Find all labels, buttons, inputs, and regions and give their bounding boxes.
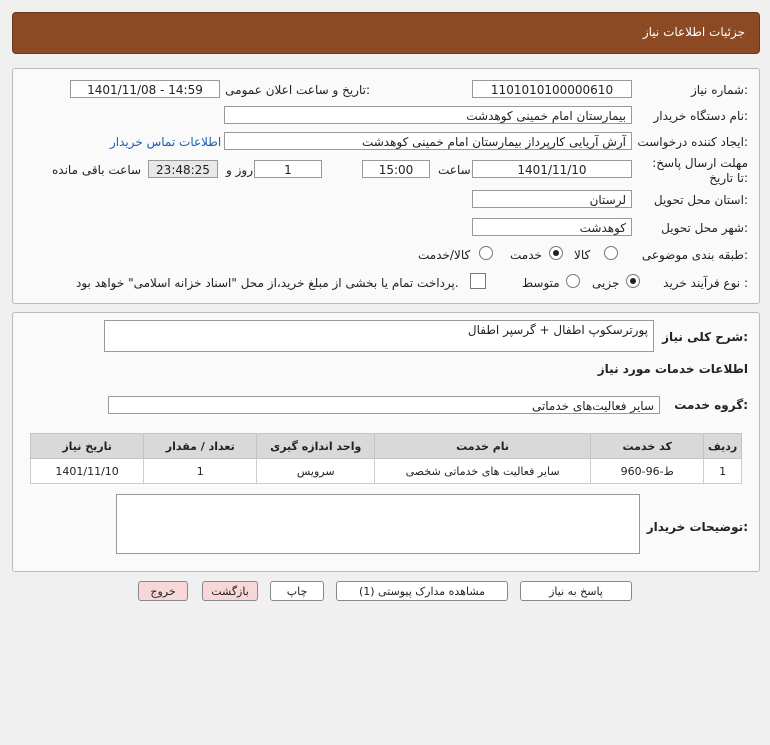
category-goods-service-label: کالا/خدمت xyxy=(418,248,471,262)
category-goods-service-radio[interactable] xyxy=(479,246,493,260)
col-code-header: کد خدمت xyxy=(591,434,704,459)
category-label: طبقه بندی موضوعی: xyxy=(641,248,748,262)
cell-qty: 1 xyxy=(144,459,257,484)
deadline-date-field: 1401/11/10 xyxy=(472,160,632,178)
buyer-notes-field xyxy=(116,494,640,554)
info-panel xyxy=(12,68,760,304)
requester-field: آرش آریایی کارپرداز بیمارستان امام خمینی کوهدشت xyxy=(224,132,632,150)
deadline-label: مهلت ارسال پاسخ: تا تاریخ: xyxy=(652,156,748,185)
services-title: اطلاعات خدمات مورد نیاز xyxy=(597,362,748,376)
col-name-header: نام خدمت xyxy=(375,434,591,459)
days-field: 1 xyxy=(254,160,322,178)
exit-button[interactable]: خروج xyxy=(138,581,188,601)
treasury-payment-note: پرداخت تمام یا بخشی از مبلغ خرید،از محل "اسناد خزانه اسلامی" خواهد بود. xyxy=(76,276,459,290)
deadline-time-field: 15:00 xyxy=(362,160,430,178)
print-button[interactable]: چاپ xyxy=(270,581,324,601)
need-number-label: شماره نیاز: xyxy=(690,83,748,97)
process-label: نوع فرآیند خرید : xyxy=(663,276,748,290)
services-table xyxy=(30,433,742,484)
view-attachments-button[interactable]: مشاهده مدارک پیوستی (1) xyxy=(336,581,508,601)
need-number-field: 1101010100000610 xyxy=(472,80,632,98)
process-medium-radio[interactable] xyxy=(566,274,580,288)
buyer-notes-label: توضیحات خریدار: xyxy=(646,520,748,534)
buyer-org-field: بیمارستان امام خمینی کوهدشت xyxy=(224,106,632,124)
summary-field: پورترسکوپ اطفال + گرسپر اطفال xyxy=(104,320,654,352)
col-qty-header: تعداد / مقدار xyxy=(144,434,257,459)
reply-button[interactable]: پاسخ به نیاز xyxy=(520,581,632,601)
back-button[interactable]: بازگشت xyxy=(202,581,258,601)
cell-unit: سرویس xyxy=(257,459,375,484)
cell-date: 1401/11/10 xyxy=(31,459,144,484)
summary-label: شرح کلی نیاز: xyxy=(662,330,748,344)
buyer-contact-link[interactable]: اطلاعات تماس خریدار xyxy=(110,135,222,149)
cell-name: سایر فعالیت های خدماتی شخصی xyxy=(375,459,591,484)
table-row xyxy=(31,459,742,484)
col-unit-header: واحد اندازه گیری xyxy=(257,434,375,459)
city-label: شهر محل تحویل: xyxy=(661,221,748,235)
remaining-label: ساعت باقی مانده xyxy=(52,163,142,177)
province-field: لرستان xyxy=(472,190,632,208)
category-goods-radio[interactable] xyxy=(604,246,618,260)
deadline-time-label: ساعت xyxy=(438,163,471,177)
page-title: جزئیات اطلاعات نیاز xyxy=(642,25,745,39)
announce-label: تاریخ و ساعت اعلان عمومی: xyxy=(225,83,370,97)
cell-row: 1 xyxy=(704,459,742,484)
table-header-row xyxy=(31,434,742,459)
announce-field: 1401/11/08 - 14:59 xyxy=(70,80,220,98)
requester-label: ایجاد کننده درخواست: xyxy=(637,135,748,149)
buyer-org-label: نام دستگاه خریدار: xyxy=(653,109,748,123)
process-minor-label: جزیی xyxy=(592,276,620,290)
process-medium-label: متوسط xyxy=(522,276,560,290)
service-group-field: سایر فعالیت‌های خدماتی xyxy=(108,396,660,414)
province-label: استان محل تحویل: xyxy=(653,193,748,207)
col-date-header: تاریخ نیاز xyxy=(31,434,144,459)
process-minor-radio[interactable] xyxy=(626,274,640,288)
service-group-label: گروه خدمت: xyxy=(674,398,748,412)
cell-code: ط-96-960 xyxy=(591,459,704,484)
col-row-header: ردیف xyxy=(704,434,742,459)
category-service-label: خدمت xyxy=(510,248,542,262)
days-label: روز و xyxy=(226,163,253,177)
remaining-time-field: 23:48:25 xyxy=(148,160,218,178)
category-goods-label: کالا xyxy=(574,248,591,262)
category-service-radio[interactable] xyxy=(549,246,563,260)
page-header xyxy=(12,12,760,54)
city-field: کوهدشت xyxy=(472,218,632,236)
treasury-payment-checkbox[interactable] xyxy=(470,273,486,289)
